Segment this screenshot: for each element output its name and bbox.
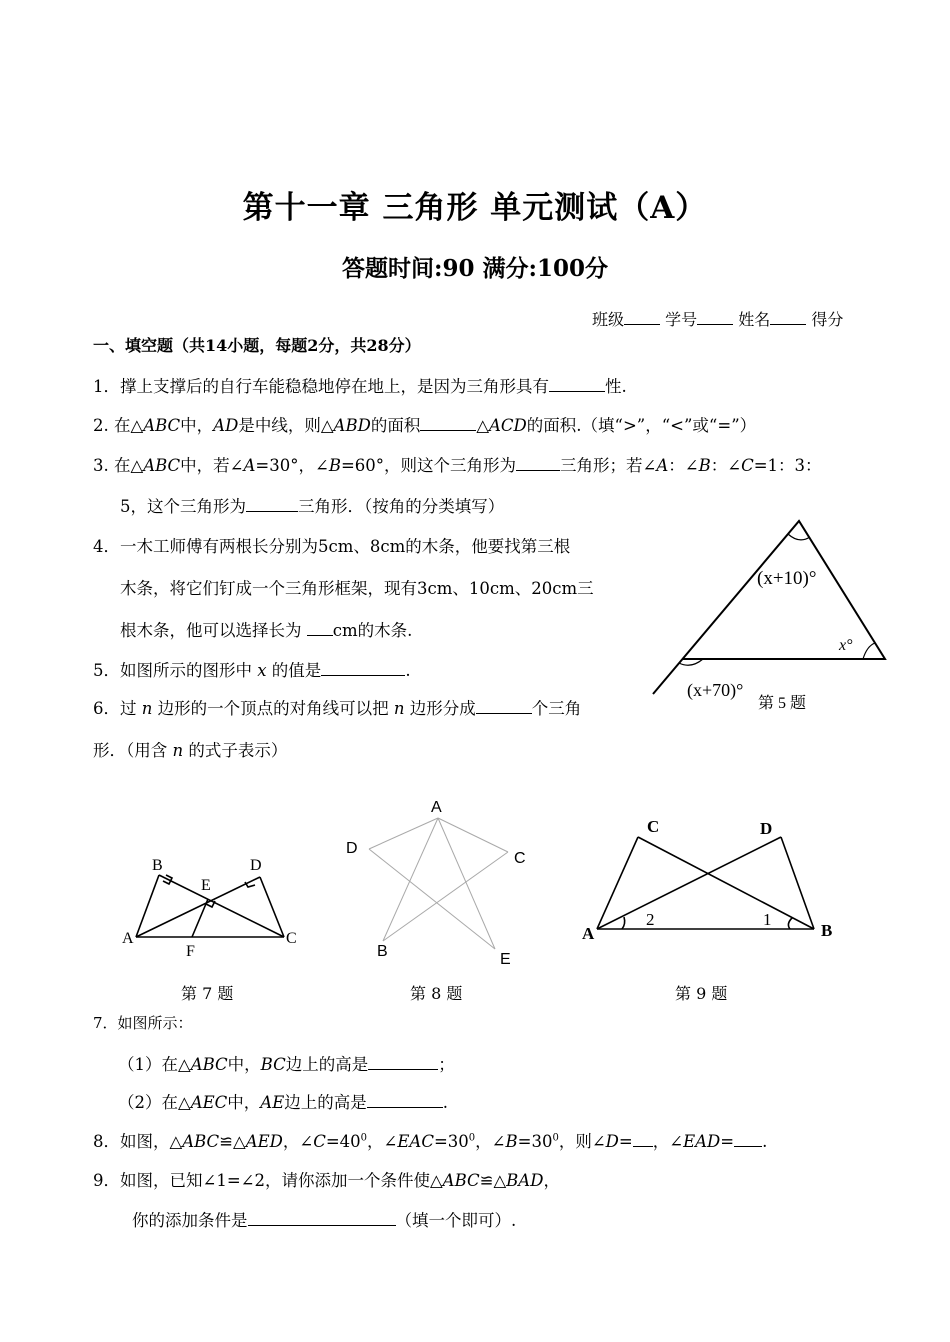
name-label: 姓名 — [738, 310, 771, 329]
label-A: A — [582, 924, 595, 943]
number-blank[interactable] — [697, 308, 733, 325]
question-9: 9．如图，已知∠1=∠2，请你添加一个条件使△ABC≌△BAD， — [93, 1171, 560, 1190]
question-4: 4．一木工师傅有两根长分别为5cm、8cm的木条，他要找第三根 — [93, 537, 571, 556]
answer-blank[interactable] — [321, 659, 405, 676]
answer-blank[interactable] — [367, 1091, 443, 1108]
section-heading: 一、填空题（共14小题，每题2分，共28分） — [93, 336, 421, 355]
header-info — [592, 307, 843, 330]
label-top: (x+10)° — [757, 568, 817, 589]
question-2: 2. 在△ABC中，AD是中线，则△ABD的面积 △ACD的面积.（填“>”，“<”或“=”） — [93, 416, 757, 435]
score-label: 得分 — [811, 310, 844, 329]
label-C: C — [647, 817, 660, 836]
figure-9 — [570, 812, 840, 947]
question-7-part2: （2）在△AEC中，AE边上的高是 . — [118, 1093, 448, 1112]
question-9-line2: 你的添加条件是 （填一个即可）. — [132, 1211, 517, 1230]
answer-blank[interactable] — [476, 697, 532, 714]
answer-blank[interactable] — [246, 495, 298, 512]
page-title: 第十一章 三角形 单元测试（A） — [242, 190, 708, 226]
number-label: 学号 — [665, 310, 698, 329]
label-E: E — [201, 877, 211, 894]
label-B: B — [377, 943, 388, 960]
label-B: B — [821, 921, 833, 940]
label-D: D — [760, 819, 773, 838]
label-bottom: (x+70)° — [687, 680, 744, 700]
question-3-line2: 5，这个三角形为 三角形．（按角的分类填写） — [120, 497, 505, 516]
answer-blank[interactable] — [633, 1130, 653, 1147]
question-4-line2: 木条，将它们钉成一个三角形框架，现有3cm、10cm、20cm三 — [120, 579, 594, 598]
class-blank[interactable] — [624, 308, 660, 325]
label-1: 1 — [763, 910, 772, 929]
figure-7-caption: 第 7 题 — [181, 984, 234, 1003]
page-subtitle: 答题时间:90 满分:100分 — [341, 255, 608, 282]
question-1: 1．撑上支撑后的自行车能稳稳地停在地上，是因为三角形具有 性. — [93, 377, 627, 396]
figure-9-caption: 第 9 题 — [675, 984, 728, 1003]
figure-8 — [340, 794, 540, 972]
class-label: 班级 — [592, 310, 625, 329]
question-3: 3. 在△ABC中，若∠A=30°，∠B=60°，则这个三角形为 三角形；若∠A：∠B：∠C=1：3： — [93, 456, 822, 475]
label-C: C — [286, 930, 297, 947]
question-5: 5．如图所示的图形中 x 的值是 . — [93, 661, 411, 680]
label-A: A — [122, 930, 134, 947]
figure-7 — [112, 850, 312, 968]
figure-8-caption: 第 8 题 — [410, 984, 463, 1003]
label-E: E — [500, 951, 511, 968]
question-8: 8．如图，△ABC≌△AED，$\angle C=40^0$，$\angle EAC=30^0$，$\angle B=30^0$，则∠D= ，∠EAD= . — [93, 1132, 768, 1151]
figure-5 — [645, 512, 895, 722]
label-F: F — [186, 943, 195, 960]
label-B: B — [152, 857, 163, 874]
answer-blank[interactable] — [248, 1209, 396, 1226]
label-D: D — [250, 857, 262, 874]
answer-blank[interactable] — [420, 414, 476, 431]
label-C: C — [514, 850, 526, 867]
answer-blank[interactable] — [549, 375, 605, 392]
question-4-line3: 根木条，他可以选择长为 cm的木条. — [120, 621, 413, 640]
question-7-part1: （1）在△ABC中，BC边上的高是 ； — [118, 1055, 455, 1074]
label-2: 2 — [646, 910, 655, 929]
answer-blank[interactable] — [734, 1130, 762, 1147]
angle-arc-right — [863, 643, 875, 659]
label-D: D — [346, 840, 358, 857]
answer-blank[interactable] — [368, 1053, 438, 1070]
triangle-lines — [653, 521, 885, 694]
label-A: A — [431, 799, 442, 816]
label-right: x° — [839, 637, 853, 654]
figure-5-caption: 第 5 题 — [758, 695, 807, 712]
question-6: 6．过 n 边形的一个顶点的对角线可以把 n 边形分成 个三角 — [93, 699, 582, 718]
answer-blank[interactable] — [516, 454, 560, 471]
answer-blank[interactable] — [307, 619, 333, 636]
question-6-line2: 形．（用含 n 的式子表示） — [93, 741, 288, 760]
question-7: 7．如图所示： — [93, 1014, 193, 1032]
name-blank[interactable] — [770, 308, 806, 325]
